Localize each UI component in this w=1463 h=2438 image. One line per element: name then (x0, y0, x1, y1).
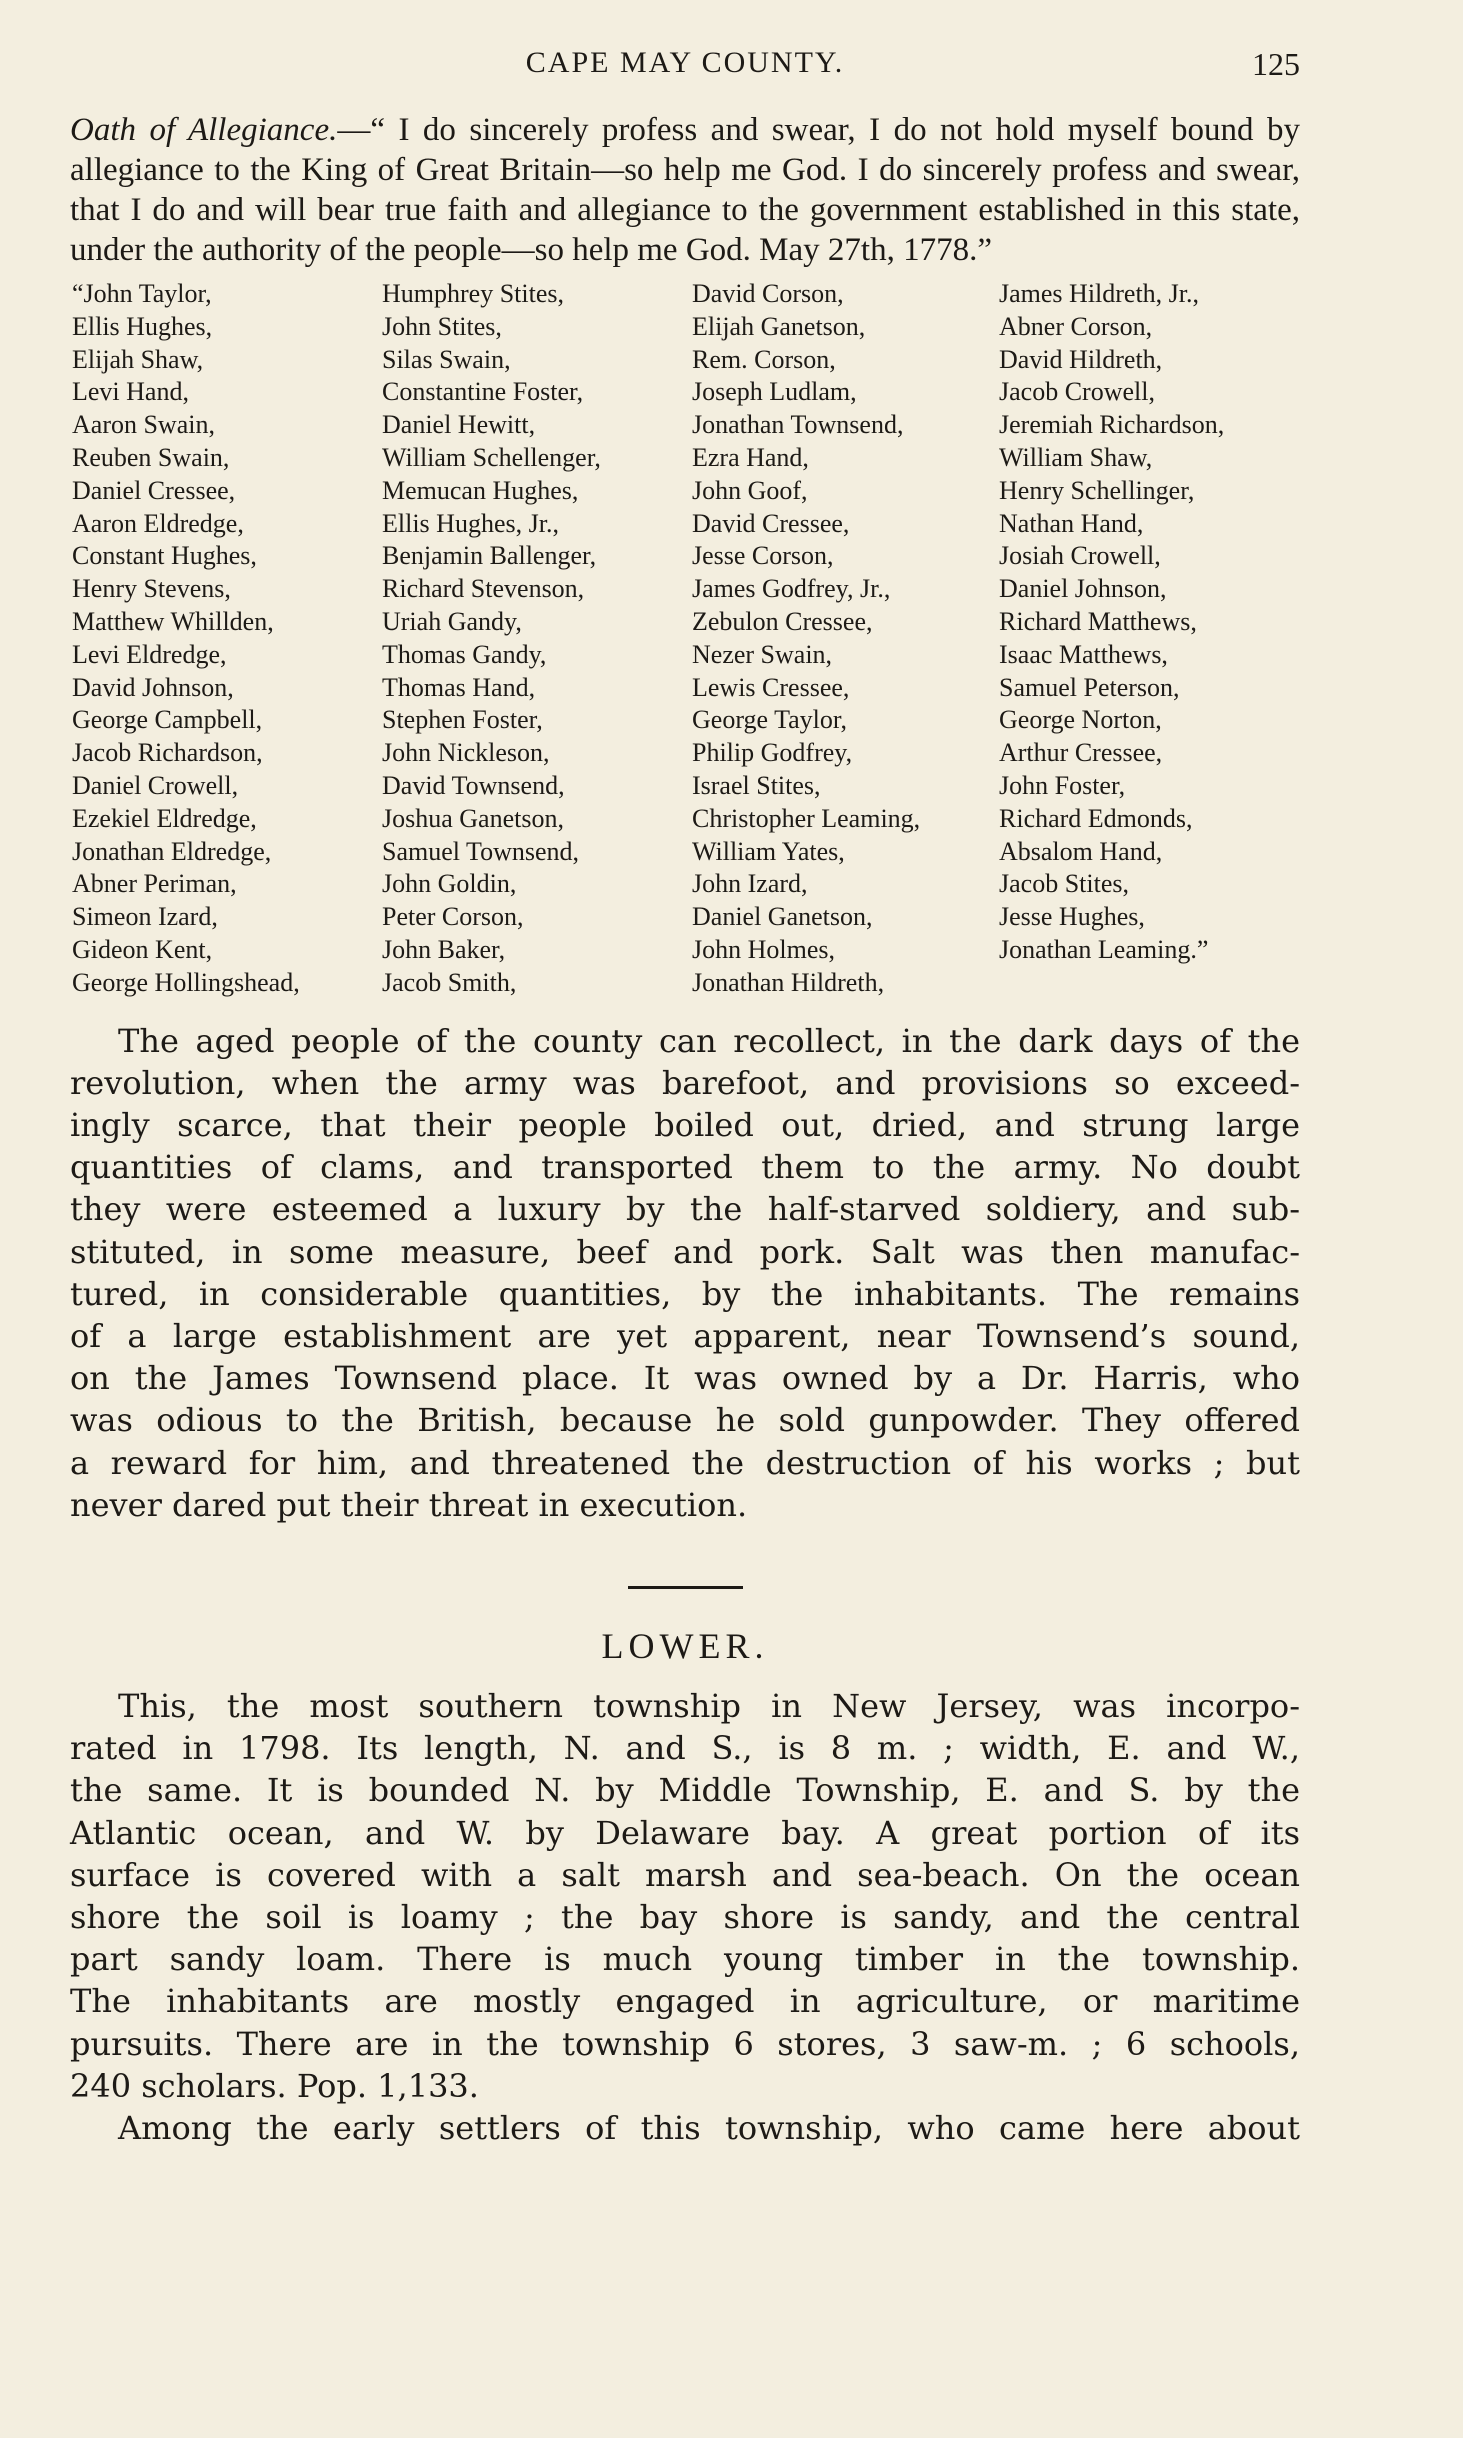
text-line: Atlantic ocean, and W. by Delaware bay. A great portion of its (70, 1813, 1300, 1852)
text-line: quantities of clams, and transported them to the army. No doubt (70, 1148, 1300, 1187)
signer-name: John Foster, (999, 770, 1126, 800)
signer-name: George Taylor, (692, 705, 848, 735)
signer-name: John Baker, (382, 934, 506, 964)
text-line: 240 scholars. Pop. 1,133. (70, 2066, 479, 2105)
signer-name: Matthew Whillden, (72, 606, 274, 636)
signer-name: Daniel Crowell, (72, 770, 239, 800)
signer-name: Levi Eldredge, (72, 639, 227, 669)
signer-name: John Izard, (692, 869, 808, 899)
signer-name: Ellis Hughes, Jr., (382, 508, 559, 538)
paragraph-revolution (70, 1020, 1300, 1526)
signer-name: Nezer Swain, (692, 639, 833, 669)
signer-name: Jacob Stites, (999, 869, 1129, 899)
text-line: the same. It is bounded N. by Middle Township, E. and S. by the (70, 1771, 1300, 1810)
signer-name: Jesse Hughes, (999, 902, 1145, 932)
signer-name: Ezra Hand, (692, 442, 809, 472)
signer-name: Daniel Ganetson, (692, 902, 873, 932)
signer-name: George Campbell, (72, 705, 263, 735)
signer-name: George Norton, (999, 705, 1162, 735)
signer-name: Henry Stevens, (72, 574, 231, 604)
signer-name: David Johnson, (72, 672, 234, 702)
signer-name: John Holmes, (692, 934, 835, 964)
signer-name: Elijah Ganetson, (692, 311, 866, 341)
signer-name: George Hollingshead, (72, 967, 300, 997)
signer-name: Memucan Hughes, (382, 475, 579, 505)
signer-name: Israel Stites, (692, 770, 821, 800)
text-line: of a large establishment are yet apparent, near Townsend’s sound, (70, 1316, 1300, 1355)
oath-paragraph (70, 110, 1300, 270)
signer-name: James Hildreth, Jr., (999, 279, 1200, 308)
text-line: The inhabitants are mostly engaged in agriculture, or maritime (70, 1982, 1300, 2021)
text-line: shore the soil is loamy ; the bay shore is sandy, and the central (70, 1897, 1300, 1936)
signer-name: Arthur Cressee, (999, 738, 1163, 768)
signer-name: “John Taylor, (72, 279, 212, 308)
signers-column-4 (999, 278, 1302, 1000)
document-page (70, 40, 1300, 2149)
signer-name: Richard Stevenson, (382, 574, 585, 604)
signer-name: Constant Hughes, (72, 541, 257, 571)
signer-name: Richard Edmonds, (999, 803, 1193, 833)
signer-name: William Shaw, (999, 442, 1153, 472)
signer-name: Abner Corson, (999, 311, 1153, 341)
text-line: ingly scarce, that their people boiled out, dried, and strung large (70, 1105, 1300, 1144)
signer-name: Daniel Cressee, (72, 475, 236, 505)
signer-name: Isaac Matthews, (999, 639, 1168, 669)
paragraph-settlers: Among the early settlers of this township, who came here about (118, 2109, 1300, 2147)
signer-name: Peter Corson, (382, 902, 524, 932)
text-line: stituted, in some measure, beef and pork. Salt was then manufac- (70, 1232, 1300, 1271)
signer-name: Humphrey Stites, (382, 279, 564, 308)
signer-name: Constantine Foster, (382, 377, 584, 407)
signer-name: Richard Matthews, (999, 606, 1197, 636)
signer-name: Zebulon Cressee, (692, 606, 873, 636)
text-line: part sandy loam. There is much young timber in the township. (70, 1940, 1300, 1979)
signer-name: David Hildreth, (999, 344, 1163, 374)
signer-name: William Yates, (692, 836, 845, 866)
signer-name: John Goldin, (382, 869, 517, 899)
signer-name: Thomas Hand, (382, 672, 536, 702)
page-number: 125 (1252, 46, 1300, 82)
text-line: tured, in considerable quantities, by the inhabitants. The remains (70, 1274, 1300, 1313)
text-line: surface is covered with a salt marsh and sea-beach. On the ocean (70, 1855, 1300, 1894)
text-line: was odious to the British, because he sold gunpowder. They offered (70, 1401, 1300, 1440)
signer-name: Benjamin Ballenger, (382, 541, 597, 571)
section-heading: LOWER. (601, 1625, 769, 1666)
section-divider (628, 1586, 743, 1589)
signer-name: David Cressee, (692, 508, 850, 538)
signer-name: Lewis Cressee, (692, 672, 850, 702)
signer-name: Jonathan Leaming.” (999, 934, 1209, 964)
text-line: pursuits. There are in the township 6 stores, 3 saw-m. ; 6 schools, (70, 2024, 1300, 2063)
text-line: on the James Townsend place. It was owned by a Dr. Harris, who (70, 1359, 1300, 1398)
signer-name: Silas Swain, (382, 344, 511, 374)
signer-name: Joseph Ludlam, (692, 377, 857, 407)
paragraph-lower (70, 1685, 1300, 2107)
text-line: they were esteemed a luxury by the half-starved soldiery, and sub- (70, 1190, 1300, 1229)
signers-list (72, 278, 1300, 1000)
signer-name: John Goof, (692, 475, 808, 505)
signer-name: Ellis Hughes, (72, 311, 213, 341)
signer-name: Rem. Corson, (692, 344, 836, 374)
oath-text: —“ I do sincerely profess and swear, I do not hold myself bound by allegiance to the King of Great Britain—so help me God. I do sincerely profess and swear, that I do and will bear true faith and allegiance to the government established in this state, under the authority of the people—so help me God. May 27th, 1778.” (70, 112, 1300, 268)
oath-label: Oath of Allegiance. (70, 112, 338, 148)
signer-name: Christopher Leaming, (692, 803, 921, 833)
signer-name: Levi Hand, (72, 377, 189, 407)
signer-name: Samuel Townsend, (382, 836, 580, 866)
signer-name: Nathan Hand, (999, 508, 1144, 538)
text-line: This, the most southern township in New Jersey, was incorpo- (118, 1686, 1300, 1725)
signer-name: Reuben Swain, (72, 442, 230, 472)
signer-name: Thomas Gandy, (382, 639, 547, 669)
signer-name: Absalom Hand, (999, 836, 1163, 866)
signer-name: Jonathan Townsend, (692, 410, 904, 440)
text-line: never dared put their threat in execution. (70, 1485, 748, 1524)
text-line: revolution, when the army was barefoot, and provisions so exceed- (70, 1063, 1300, 1102)
signer-name: Jeremiah Richardson, (999, 410, 1225, 440)
signer-name: William Schellenger, (382, 442, 601, 472)
signer-name: Simeon Izard, (72, 902, 218, 932)
signer-name: Samuel Peterson, (999, 672, 1180, 702)
signer-name: James Godfrey, Jr., (692, 574, 891, 604)
signers-column-1 (72, 278, 382, 1000)
signer-name: Jesse Corson, (692, 541, 834, 571)
signers-column-3 (692, 278, 999, 1000)
signers-column-2 (382, 278, 692, 1000)
signer-name: Joshua Ganetson, (382, 803, 564, 833)
signer-name: David Townsend, (382, 770, 565, 800)
signer-name: Philip Godfrey, (692, 738, 853, 768)
signer-name: Stephen Foster, (382, 705, 543, 735)
signer-name: Jacob Richardson, (72, 738, 263, 768)
signer-name: Gideon Kent, (72, 934, 213, 964)
signer-name: Elijah Shaw, (72, 344, 204, 374)
text-line: The aged people of the county can recollect, in the dark days of the (118, 1021, 1300, 1060)
running-head (70, 40, 1300, 90)
signer-name: Jonathan Eldredge, (72, 836, 272, 866)
text-line: a reward for him, and threatened the destruction of his works ; but (70, 1443, 1300, 1482)
signer-name: David Corson, (692, 279, 844, 308)
signer-name: Uriah Gandy, (382, 606, 522, 636)
running-head-title: CAPE MAY COUNTY. (525, 46, 845, 79)
signer-name: Daniel Hewitt, (382, 410, 536, 440)
signer-name: John Stites, (382, 311, 502, 341)
signer-name: Ezekiel Eldredge, (72, 803, 257, 833)
signer-name: Jacob Crowell, (999, 377, 1155, 407)
signer-name: Jonathan Hildreth, (692, 967, 885, 997)
signer-name: Aaron Eldredge, (72, 508, 244, 538)
signer-name: Jacob Smith, (382, 967, 517, 997)
signer-name: Daniel Johnson, (999, 574, 1167, 604)
signer-name: Henry Schellinger, (999, 475, 1195, 505)
signer-name: Aaron Swain, (72, 410, 215, 440)
text-line: rated in 1798. Its length, N. and S., is 8 m. ; width, E. and W., (70, 1729, 1300, 1768)
signer-name: John Nickleson, (382, 738, 550, 768)
signer-name: Abner Periman, (72, 869, 237, 899)
signer-name: Josiah Crowell, (999, 541, 1161, 571)
